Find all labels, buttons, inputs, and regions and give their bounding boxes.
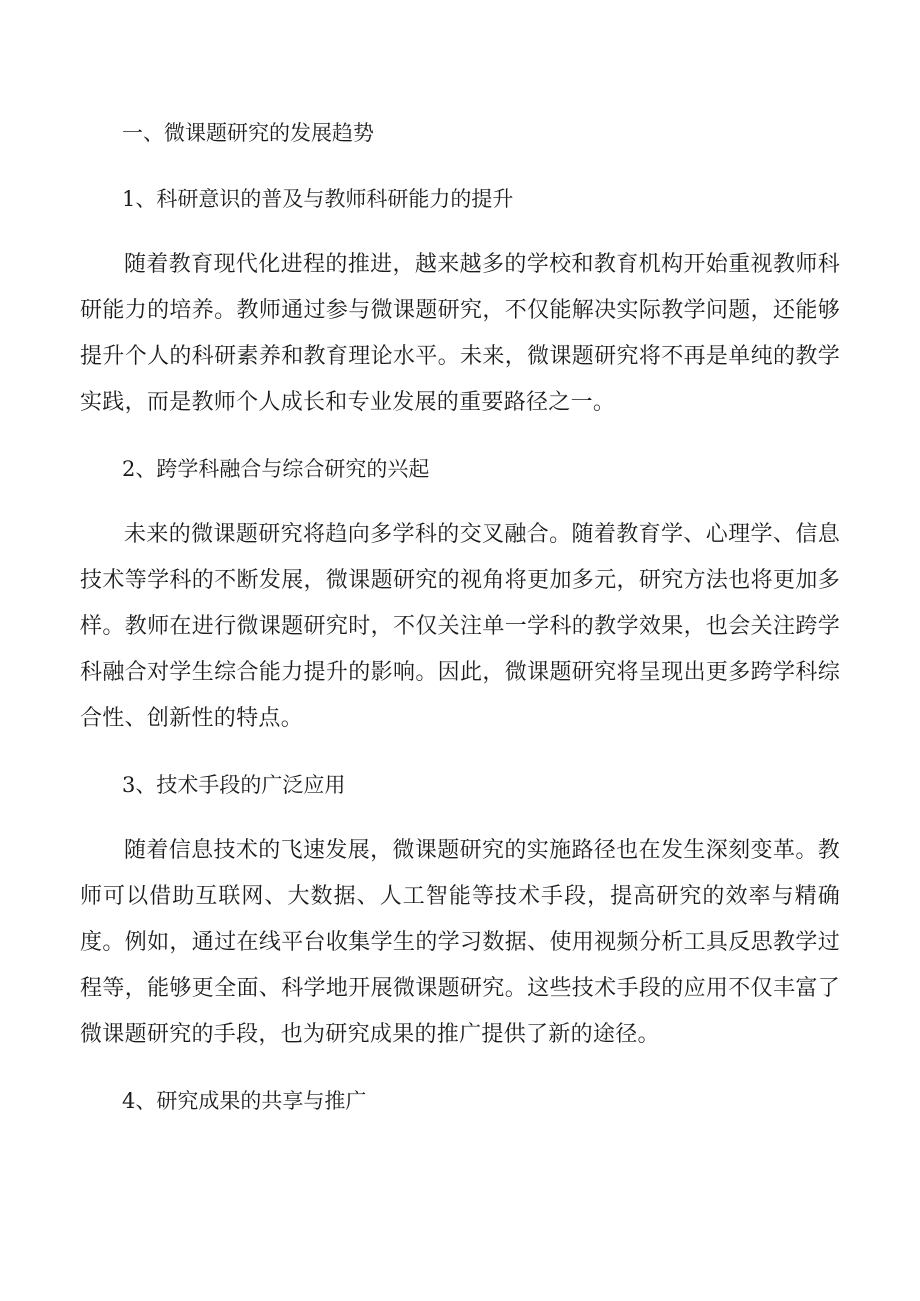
subsection-heading-3: 3、技术手段的广泛应用 bbox=[122, 773, 346, 797]
subsection-heading-1: 1、科研意识的普及与教师科研能力的提升 bbox=[122, 187, 514, 211]
section-title: 一、微课题研究的发展趋势 bbox=[122, 121, 374, 145]
subsection-heading-2: 2、跨学科融合与综合研究的兴起 bbox=[122, 457, 430, 481]
paragraph-1: 随着教育现代化进程的推进，越来越多的学校和教育机构开始重视教师科研能力的培养。教师通过参与微课题研究，不仅能解决实际教学问题，还能够提升个人的科研素养和教育理论水平。未来，微课题研究将不再是单纯的教学实践，而是教师个人成长和专业发展的重要路径之一。 bbox=[80, 252, 840, 415]
subsection-heading-4: 4、研究成果的共享与推广 bbox=[122, 1089, 367, 1113]
paragraph-3: 随着信息技术的飞速发展，微课题研究的实施路径也在发生深刻变革。教师可以借助互联网、大数据、人工智能等技术手段，提高研究的效率与精确度。例如，通过在线平台收集学生的学习数据、使用视频分析工具反思教学过程等，能够更全面、科学地开展微课题研究。这些技术手段的应用不仅丰富了微课题研究的手段，也为研究成果的推广提供了新的途径。 bbox=[80, 838, 840, 1047]
paragraph-2: 未来的微课题研究将趋向多学科的交叉融合。随着教育学、心理学、信息技术等学科的不断发展，微课题研究的视角将更加多元，研究方法也将更加多样。教师在进行微课题研究时，不仅关注单一学科的教学效果，也会关注跨学科融合对学生综合能力提升的影响。因此，微课题研究将呈现出更多跨学科综合性、创新性的特点。 bbox=[80, 522, 840, 731]
document-body bbox=[80, 110, 840, 1144]
